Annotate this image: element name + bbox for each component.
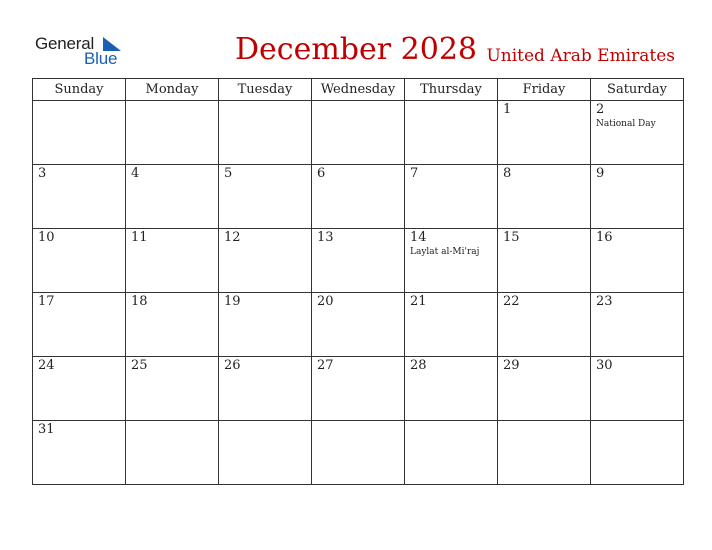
day-number: 29	[503, 358, 520, 373]
day-number: 20	[317, 294, 334, 309]
day-number: 12	[224, 230, 241, 245]
logo-text-blue: Blue	[84, 49, 118, 68]
day-number: 18	[131, 294, 148, 309]
logo-text-general: General	[35, 34, 95, 53]
day-cell	[498, 293, 591, 357]
weekday-friday: Friday	[498, 79, 591, 101]
day-cell	[405, 357, 498, 421]
weekday-header-row	[33, 79, 684, 101]
week-row	[33, 165, 684, 229]
day-cell	[405, 229, 498, 293]
day-number: 4	[131, 166, 140, 181]
day-number: 17	[38, 294, 55, 309]
day-number: 24	[38, 358, 55, 373]
day-number: 25	[131, 358, 148, 373]
day-cell	[126, 101, 219, 165]
day-cell	[219, 101, 312, 165]
weekday-monday: Monday	[126, 79, 219, 101]
day-number: 31	[38, 422, 55, 437]
day-number: 2	[596, 102, 605, 117]
day-cell	[33, 165, 126, 229]
day-cell	[33, 101, 126, 165]
day-cell	[219, 357, 312, 421]
day-number: 5	[224, 166, 233, 181]
day-cell	[405, 101, 498, 165]
day-number: 9	[596, 166, 605, 181]
day-number: 21	[410, 294, 427, 309]
day-number: 7	[410, 166, 419, 181]
week-row	[33, 101, 684, 165]
day-cell	[33, 421, 126, 485]
day-cell	[126, 357, 219, 421]
day-number: 8	[503, 166, 512, 181]
day-cell	[312, 165, 405, 229]
day-cell	[405, 293, 498, 357]
day-cell	[498, 101, 591, 165]
day-cell	[498, 229, 591, 293]
weekday-saturday: Saturday	[591, 79, 684, 101]
country-name: United Arab Emirates	[486, 46, 675, 66]
day-cell	[405, 165, 498, 229]
day-number: 19	[224, 294, 241, 309]
day-cell	[405, 421, 498, 485]
week-row	[33, 357, 684, 421]
holiday-label: National Day	[596, 119, 656, 129]
day-cell	[312, 229, 405, 293]
day-number: 26	[224, 358, 241, 373]
day-cell	[33, 357, 126, 421]
day-cell	[591, 293, 684, 357]
week-row	[33, 421, 684, 485]
day-number: 14	[410, 230, 427, 245]
day-number: 10	[38, 230, 55, 245]
weekday-tuesday: Tuesday	[219, 79, 312, 101]
day-cell	[498, 165, 591, 229]
day-cell	[312, 357, 405, 421]
day-number: 13	[317, 230, 334, 245]
day-number: 23	[596, 294, 613, 309]
day-cell	[312, 101, 405, 165]
day-cell	[219, 165, 312, 229]
day-cell	[498, 421, 591, 485]
day-cell	[126, 229, 219, 293]
calendar-grid	[32, 78, 684, 485]
day-number: 28	[410, 358, 427, 373]
day-number: 6	[317, 166, 326, 181]
week-row	[33, 293, 684, 357]
day-cell	[126, 293, 219, 357]
day-cell	[33, 293, 126, 357]
day-number: 11	[131, 230, 148, 245]
calendar-title: December 2028	[235, 32, 477, 67]
day-cell	[591, 101, 684, 165]
day-cell	[219, 293, 312, 357]
day-number: 3	[38, 166, 47, 181]
day-cell	[591, 165, 684, 229]
day-cell	[219, 421, 312, 485]
day-cell	[126, 165, 219, 229]
day-number: 15	[503, 230, 520, 245]
day-cell	[33, 229, 126, 293]
day-cell	[498, 357, 591, 421]
holiday-label: Laylat al-Mi'raj	[410, 247, 480, 257]
day-cell	[312, 293, 405, 357]
weekday-sunday: Sunday	[33, 79, 126, 101]
day-cell	[219, 229, 312, 293]
weekday-thursday: Thursday	[405, 79, 498, 101]
day-number: 27	[317, 358, 334, 373]
day-cell	[591, 229, 684, 293]
day-cell	[591, 357, 684, 421]
day-cell	[591, 421, 684, 485]
day-number: 1	[503, 102, 512, 117]
day-number: 30	[596, 358, 613, 373]
weekday-wednesday: Wednesday	[312, 79, 405, 101]
day-number: 16	[596, 230, 613, 245]
day-cell	[126, 421, 219, 485]
week-row	[33, 229, 684, 293]
day-cell	[312, 421, 405, 485]
day-number: 22	[503, 294, 520, 309]
